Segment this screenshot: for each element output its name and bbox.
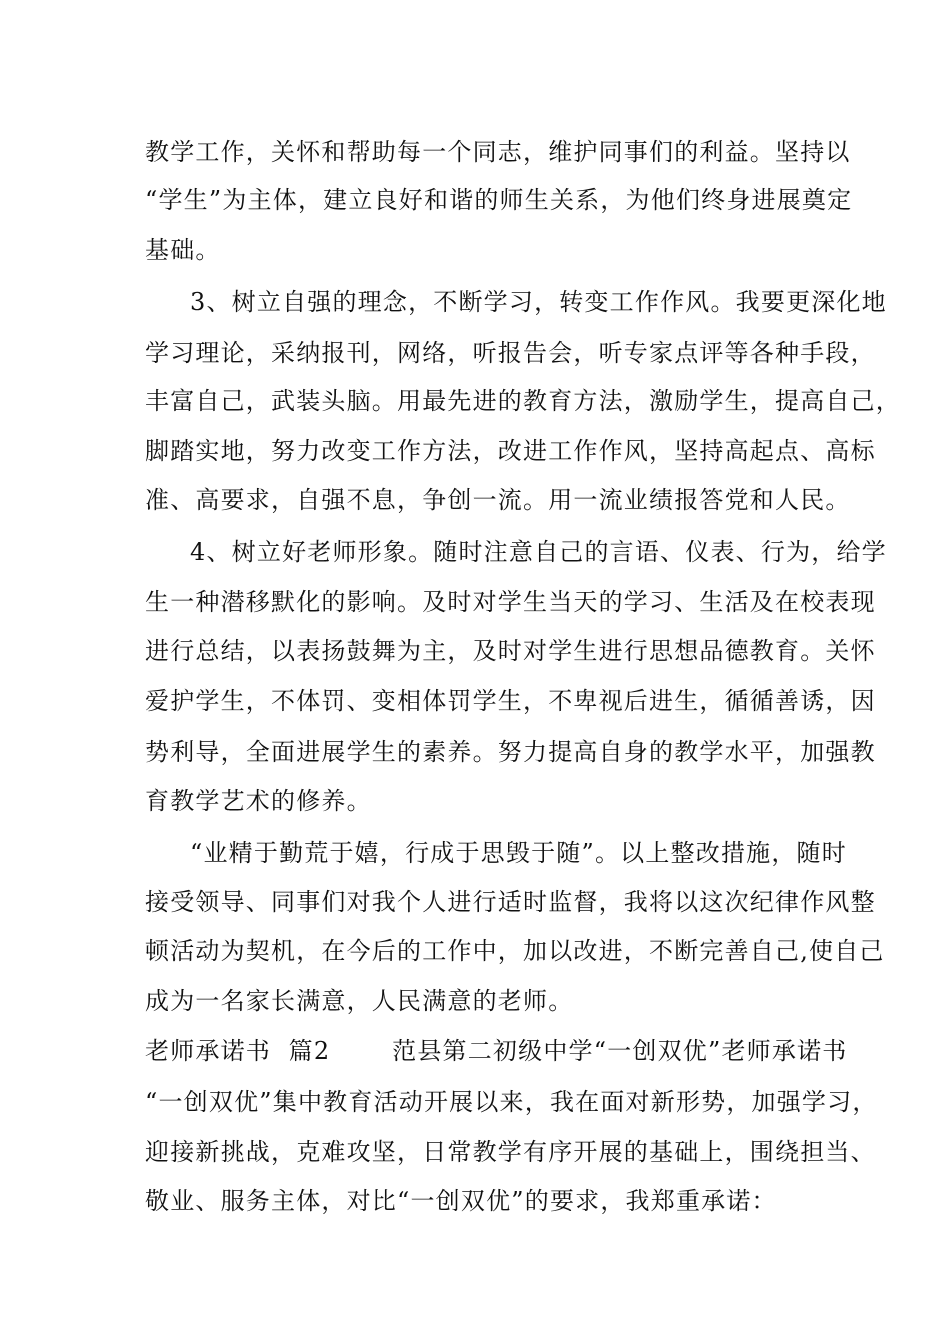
text-line: 教学工作，关怀和帮助每一个同志，维护同事们的利益。坚持以 bbox=[145, 138, 851, 166]
text-line: 4、树立好老师形象。随时注意自己的言语、仪表、行为，给学 bbox=[190, 538, 887, 566]
text-line: 成为一名家长满意，人民满意的老师。 bbox=[145, 987, 574, 1015]
text-line: 迎接新挑战，克难攻坚，日常教学有序开展的基础上，围绕担当、 bbox=[145, 1138, 876, 1166]
text-line: 基础。 bbox=[145, 236, 221, 264]
text-line: 势利导，全面进展学生的素养。努力提高自身的教学水平，加强教 bbox=[145, 738, 876, 766]
text-line: 丰富自己，武装头脑。用最先进的教育方法，激励学生，提高自己， bbox=[145, 387, 901, 415]
text-line: 敬业、服务主体，对比“一创双优”的要求，我郑重承诺： bbox=[145, 1187, 777, 1215]
text-line: 脚踏实地，努力改变工作方法，改进工作作风，坚持高起点、高标 bbox=[145, 437, 876, 465]
text-line: 3、树立自强的理念，不断学习，转变工作作风。我要更深化地 bbox=[190, 288, 887, 316]
text-line: 进行总结，以表扬鼓舞为主，及时对学生进行思想品德教育。关怀 bbox=[145, 637, 876, 665]
text-line: “业精于勤荒于嬉，行成于思毁于随”。以上整改措施，随时 bbox=[190, 839, 847, 867]
text-line: 顿活动为契机，在今后的工作中，加以改进，不断完善自己,使自己 bbox=[145, 937, 885, 965]
text-line: 学习理论，采纳报刊，网络，听报告会，听专家点评等各种手段， bbox=[145, 339, 876, 367]
text-line: 生一种潜移默化的影响。及时对学生当天的学习、生活及在校表现 bbox=[145, 588, 876, 616]
section-heading-line: 老师承诺书 篇2 范县第二初级中学“一创双优”老师承诺书 bbox=[145, 1037, 848, 1065]
text-line: “学生”为主体，建立良好和谐的师生关系，为他们终身进展奠定 bbox=[145, 186, 853, 214]
text-line: 准、高要求，自强不息，争创一流。用一流业绩报答党和人民。 bbox=[145, 486, 851, 514]
text-line: “一创双优”集中教育活动开展以来，我在面对新形势，加强学习， bbox=[145, 1088, 878, 1116]
text-line: 接受领导、同事们对我个人进行适时监督，我将以这次纪律作风整 bbox=[145, 888, 876, 916]
text-line: 育教学艺术的修养。 bbox=[145, 787, 372, 815]
text-line: 爱护学生，不体罚、变相体罚学生，不卑视后进生，循循善诱，因 bbox=[145, 687, 876, 715]
